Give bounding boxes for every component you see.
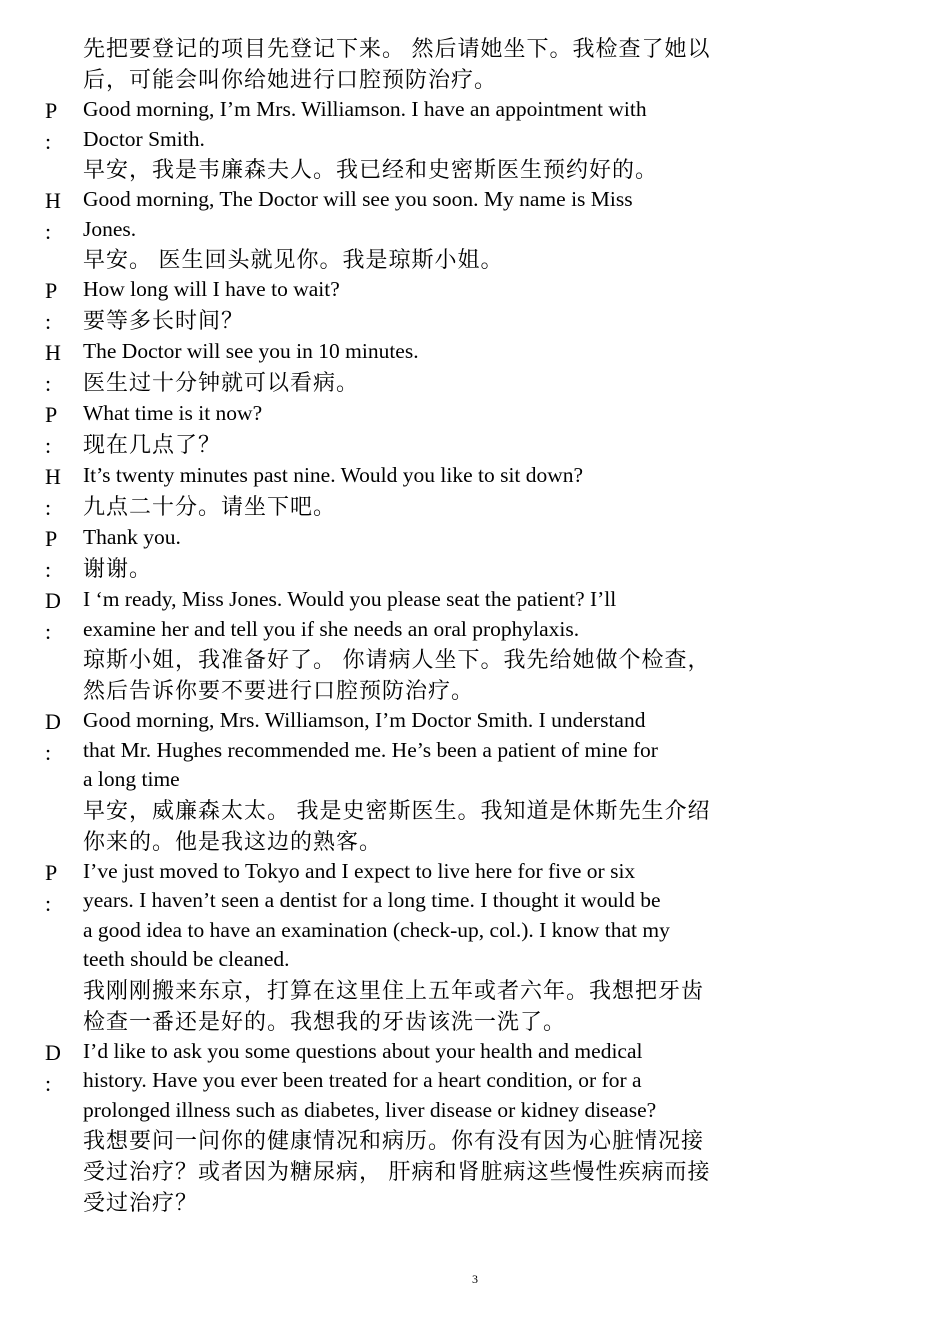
- speaker-initial: P: [45, 278, 58, 303]
- speaker-colon: :: [45, 1070, 52, 1096]
- entry-body: [83, 523, 785, 585]
- chinese-line: 谢谢。: [83, 555, 153, 581]
- speaker-label: [45, 275, 83, 337]
- chinese-line: 受过治疗？: [83, 1190, 199, 1215]
- dialogue-entry: [45, 585, 785, 706]
- chinese-text: [83, 305, 785, 336]
- english-line: How long will I have to wait?: [83, 277, 340, 301]
- english-text: [83, 706, 785, 795]
- speaker-label: [45, 1037, 83, 1219]
- entry-body: [83, 185, 785, 275]
- speaker-colon: :: [45, 219, 52, 244]
- chinese-line: 我想要问一问你的健康情况和病历。你有没有因为心脏情况接: [83, 1128, 705, 1153]
- dialogue-list: [45, 95, 785, 1218]
- chinese-line: 受过治疗？或者因为糖尿病， 肝病和肾脏病这些慢性疾病而接: [83, 1159, 711, 1184]
- chinese-line: 医生过十分钟就可以看病。: [83, 369, 360, 395]
- speaker-colon: :: [45, 619, 52, 644]
- english-line: teeth should be cleaned.: [83, 947, 290, 971]
- speaker-colon: :: [45, 371, 52, 396]
- english-line: Good morning, I’m Mrs. Williamson. I have an appointment with: [83, 97, 647, 121]
- speaker-label: [45, 399, 83, 461]
- entry-body: [83, 585, 785, 706]
- english-text: [83, 857, 785, 975]
- speaker-label: [45, 185, 83, 275]
- speaker-label: [45, 706, 83, 857]
- chinese-text: [83, 491, 785, 522]
- english-text: [83, 399, 785, 429]
- english-line: that Mr. Hughes recommended me. He’s been a patient of mine for: [83, 737, 658, 762]
- dialogue-entry: [45, 337, 785, 399]
- chinese-text: [83, 553, 785, 584]
- speaker-label: [45, 585, 83, 706]
- dialogue-entry: [45, 461, 785, 523]
- speaker-colon: :: [45, 309, 52, 334]
- chinese-line: 检查一番还是好的。我想我的牙齿该洗一洗了。: [83, 1008, 567, 1034]
- speaker-colon: :: [45, 740, 52, 765]
- speaker-colon: :: [45, 890, 52, 916]
- chinese-line: 早安，我是韦廉森夫人。我已经和史密斯医生预约好的。: [83, 157, 659, 182]
- entry-body: [83, 95, 785, 185]
- chinese-text: [83, 795, 785, 857]
- dialogue-content: [45, 33, 785, 1218]
- english-line: I ‘m ready, Miss Jones. Would you please seat the patient? I’ll: [83, 587, 617, 611]
- entry-body: [83, 275, 785, 337]
- english-line: years. I haven’t seen a dentist for a long time. I thought it would be: [83, 888, 661, 912]
- entry-body: [83, 857, 785, 1037]
- english-line: Doctor Smith.: [83, 126, 205, 151]
- english-line: It’s twenty minutes past nine. Would you like to sit down?: [83, 463, 584, 487]
- dialogue-entry: [45, 399, 785, 461]
- english-text: [83, 337, 785, 367]
- english-line: history. Have you ever been treated for a heart condition, or for a: [83, 1068, 642, 1092]
- chinese-text: [83, 244, 785, 275]
- chinese-text: [83, 367, 785, 398]
- speaker-colon: :: [45, 129, 52, 154]
- english-line: I’ve just moved to Tokyo and I expect to live here for five or six: [83, 858, 636, 883]
- english-text: [83, 461, 785, 491]
- chinese-line: 早安，威廉森太太。 我是史密斯医生。我知道是休斯先生介绍: [83, 797, 711, 823]
- entry-body: [83, 399, 785, 461]
- english-line: Good morning, The Doctor will see you soon. My name is Miss: [83, 187, 633, 211]
- speaker-initial: P: [45, 859, 58, 885]
- speaker-initial: P: [45, 526, 58, 551]
- chinese-text: [83, 644, 785, 706]
- dialogue-entry: [45, 706, 785, 857]
- entry-body: [83, 461, 785, 523]
- chinese-line: 要等多长时间？: [83, 307, 245, 333]
- entry-body: [83, 706, 785, 857]
- english-line: a good idea to have an examination (check-up, col.). I know that my: [83, 917, 670, 942]
- chinese-line: 琼斯小姐，我准备好了。 你请病人坐下。我先给她做个检查，: [83, 647, 711, 672]
- english-line: prolonged illness such as diabetes, liver disease or kidney disease?: [83, 1097, 657, 1122]
- speaker-label: [45, 461, 83, 523]
- english-text: [83, 185, 785, 244]
- speaker-initial: P: [45, 98, 58, 123]
- chinese-text: [83, 154, 785, 185]
- speaker-initial: P: [45, 402, 58, 427]
- chinese-text: [83, 429, 785, 460]
- speaker-initial: D: [45, 709, 61, 734]
- speaker-colon: :: [45, 557, 52, 582]
- entry-body: [83, 1037, 785, 1219]
- text-line: 后，可能会叫你给她进行口腔预防治疗。: [83, 67, 498, 92]
- english-text: [83, 95, 785, 154]
- speaker-label: [45, 857, 83, 1037]
- speaker-label: [45, 95, 83, 185]
- english-line: Thank you.: [83, 525, 181, 549]
- english-line: What time is it now?: [83, 401, 263, 425]
- chinese-text: [83, 1125, 785, 1218]
- english-text: [83, 523, 785, 553]
- speaker-label: [45, 523, 83, 585]
- chinese-line: 我刚刚搬来东京，打算在这里住上五年或者六年。我想把牙齿: [83, 977, 705, 1003]
- english-line: Jones.: [83, 216, 137, 241]
- english-text: [83, 1037, 785, 1126]
- dialogue-entry: [45, 1037, 785, 1219]
- dialogue-entry: [45, 95, 785, 185]
- speaker-colon: :: [45, 495, 52, 520]
- chinese-line: 然后告诉你要不要进行口腔预防治疗。: [83, 678, 475, 703]
- english-line: examine her and tell you if she needs an oral prophylaxis.: [83, 616, 580, 641]
- english-text: [83, 275, 785, 305]
- speaker-initial: H: [45, 188, 61, 213]
- lead-paragraph: [45, 33, 785, 95]
- speaker-initial: H: [45, 464, 61, 489]
- chinese-line: 早安。 医生回头就见你。我是琼斯小姐。: [83, 247, 504, 272]
- chinese-line: 你来的。他是我这边的熟客。: [83, 828, 383, 854]
- speaker-initial: H: [45, 340, 61, 365]
- chinese-line: 现在几点了？: [83, 431, 222, 457]
- page-number: 3: [472, 1272, 478, 1286]
- english-line: I’d like to ask you some questions about your health and medical: [83, 1038, 643, 1063]
- chinese-line: 九点二十分。请坐下吧。: [83, 493, 337, 519]
- text-line: 先把要登记的项目先登记下来。 然后请她坐下。我检查了她以: [83, 36, 711, 61]
- english-line: Good morning, Mrs. Williamson, I’m Doctor Smith. I understand: [83, 708, 646, 732]
- dialogue-entry: [45, 185, 785, 275]
- dialogue-entry: [45, 857, 785, 1037]
- dialogue-entry: [45, 275, 785, 337]
- speaker-label: [45, 337, 83, 399]
- english-line: a long time: [83, 767, 180, 791]
- english-text: [83, 585, 785, 644]
- dialogue-entry: [45, 523, 785, 585]
- speaker-initial: D: [45, 1039, 61, 1065]
- chinese-text: [83, 975, 785, 1037]
- english-line: The Doctor will see you in 10 minutes.: [83, 339, 419, 363]
- speaker-initial: D: [45, 588, 61, 613]
- entry-body: [83, 337, 785, 399]
- speaker-colon: :: [45, 433, 52, 458]
